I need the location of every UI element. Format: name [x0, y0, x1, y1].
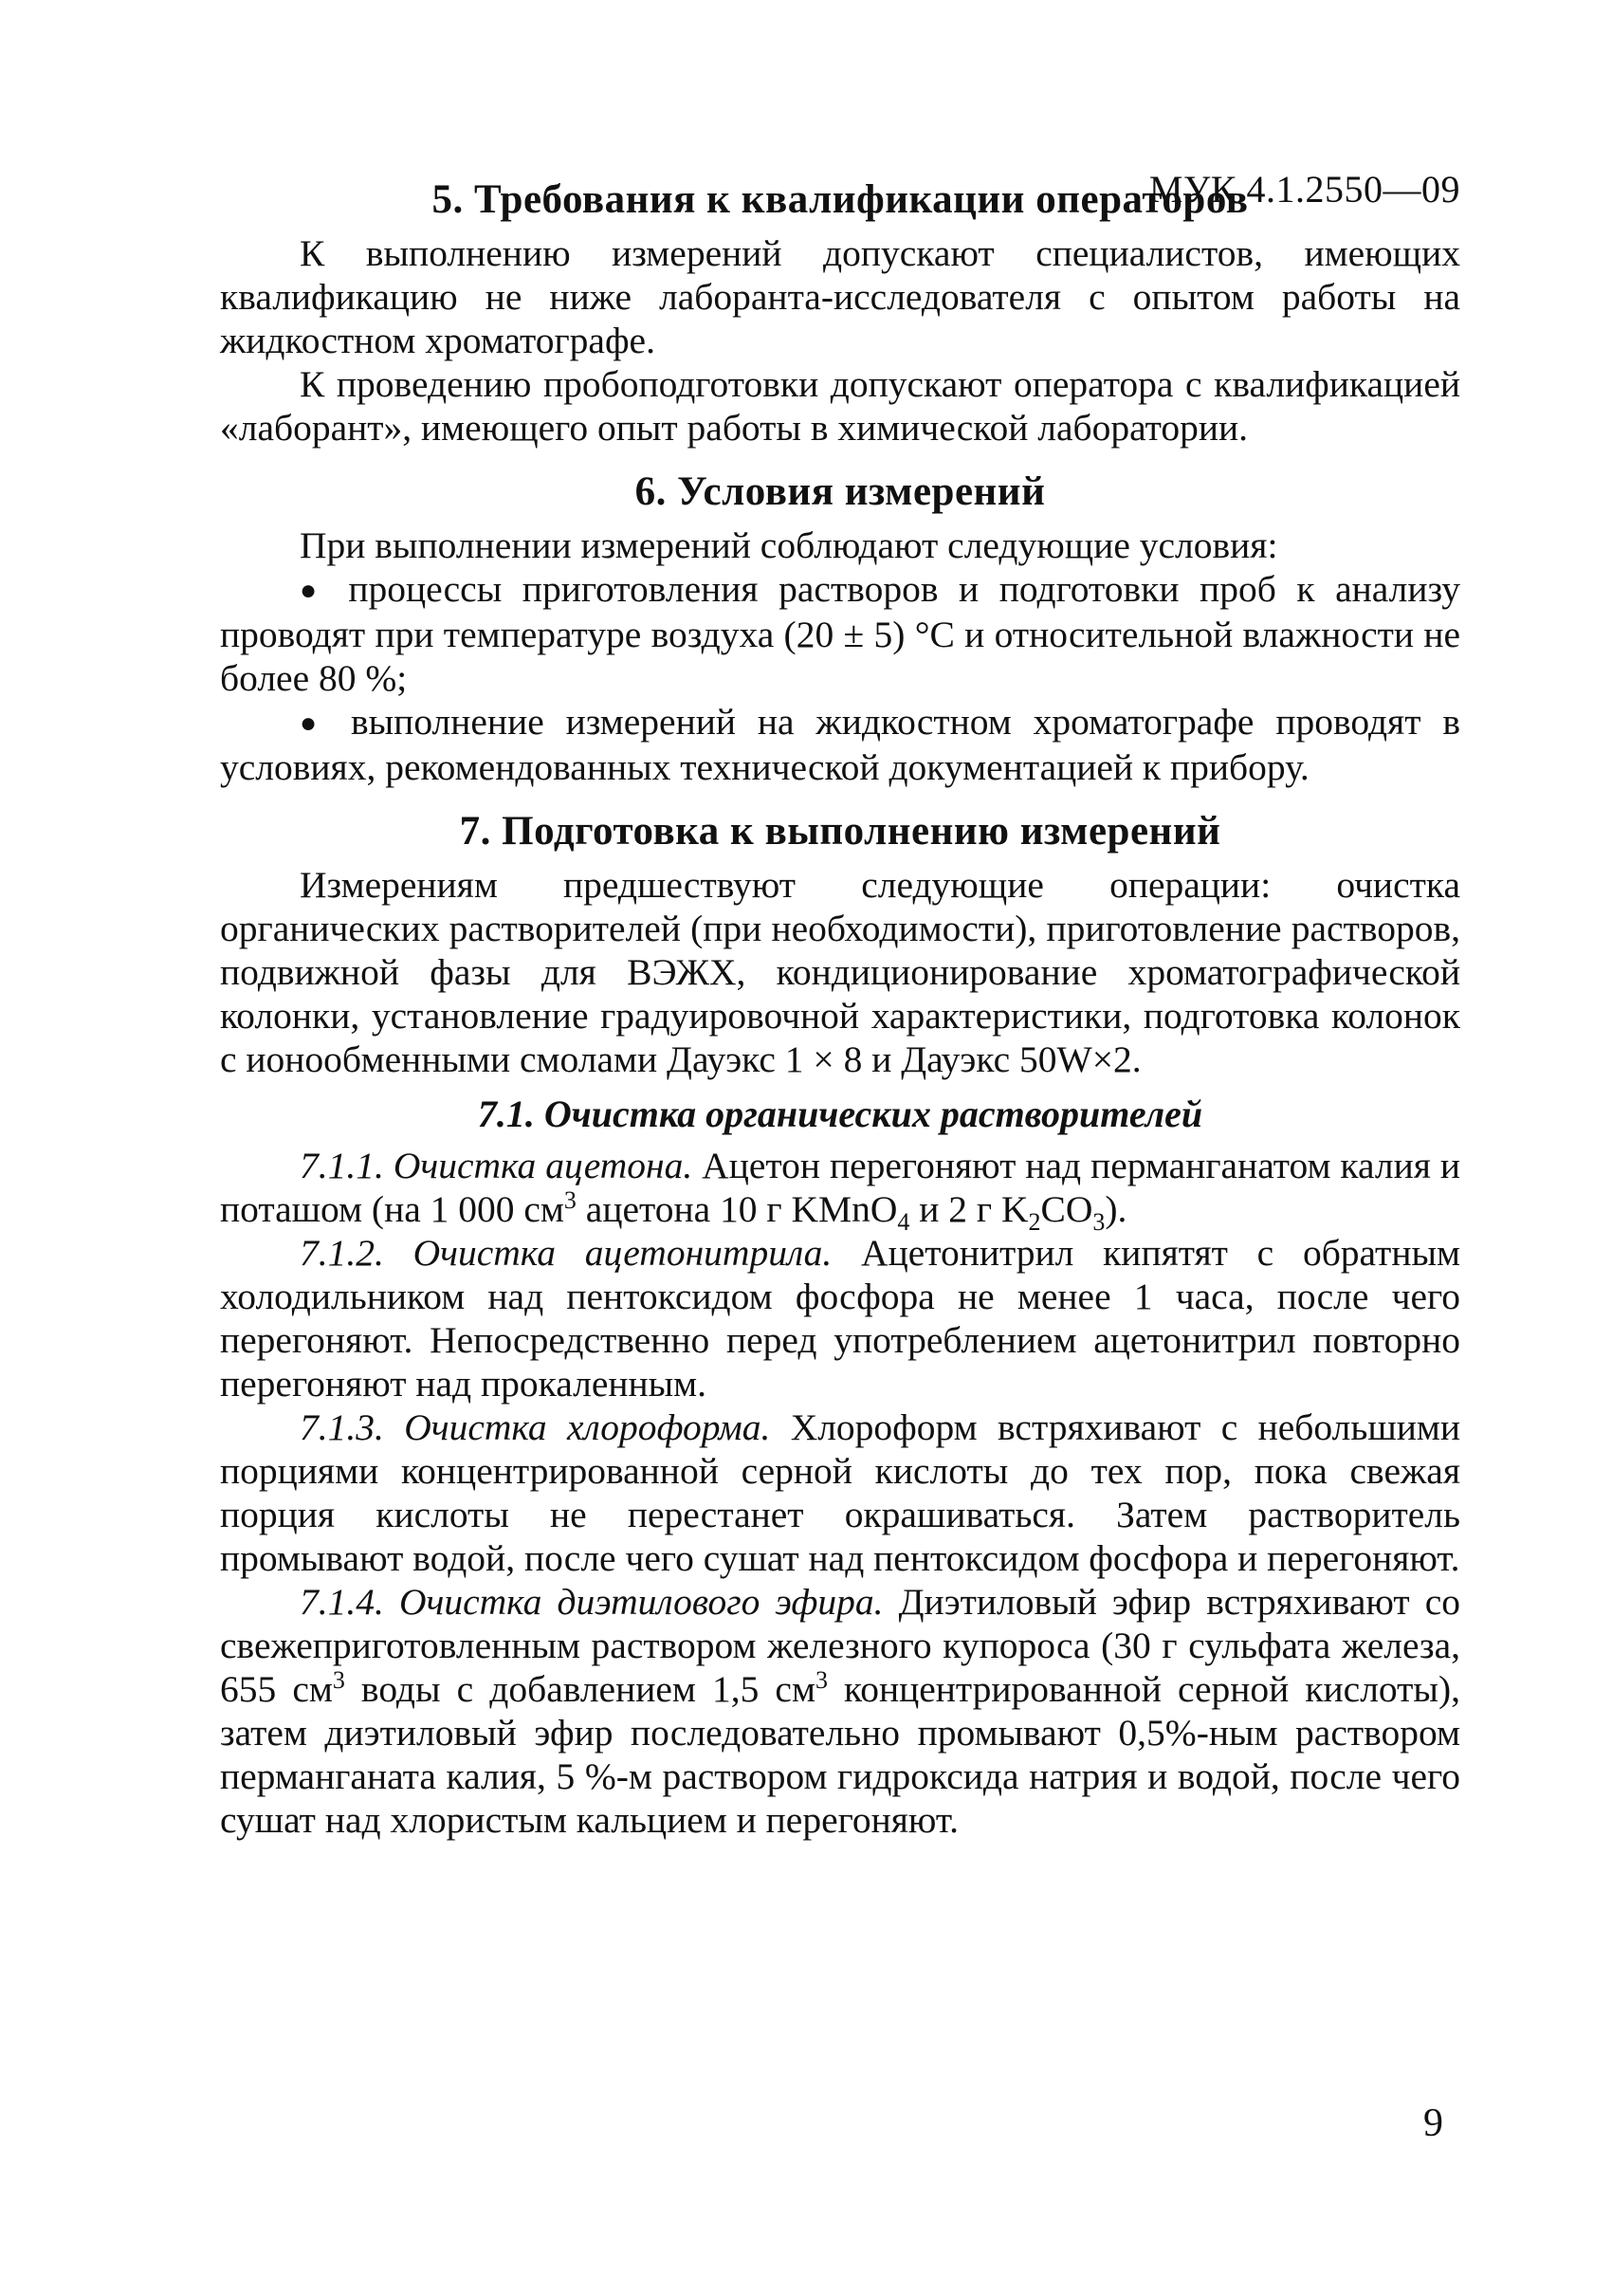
subsection-7-1-title: 7.1. Очистка органических растворителей [477, 1093, 1203, 1135]
section-5 [220, 174, 1460, 450]
item-7-1-2-heading: 7.1.2. Очистка ацетонитрила. [300, 1232, 833, 1274]
section-6 [220, 467, 1460, 789]
section-6-bullet-1 [220, 567, 1460, 700]
subscript: 3 [1092, 1207, 1106, 1236]
subscript: 2 [1028, 1207, 1041, 1236]
superscript: 3 [563, 1185, 577, 1214]
page-content [220, 167, 1460, 1842]
item-7-1-4-text: Диэтиловый эфир встряхивают со свежеприготовленным раствором железного купороса (30 г сульфата железа, 655 см [220, 1581, 1460, 1710]
item-7-1-3-text: Хлороформ встряхивают с небольшими порциями концентрированной серной кислоты до тех пор, пока свежая порция кислоты не перестанет окрашиваться. Затем растворитель промывают водой, после чего сушат над пентоксидом фосфора и перегоняют. [220, 1406, 1461, 1579]
superscript: 3 [815, 1665, 828, 1694]
bullet-icon: ● [300, 575, 328, 606]
section-7 [220, 806, 1460, 1842]
item-7-1-2 [220, 1231, 1460, 1405]
item-7-1-1-text-4: CO [1040, 1188, 1093, 1230]
section-5-paragraph-1: К выполнению измерений допускают специалистов, имеющих квалификацию не ниже лаборанта-исследователя с опытом работы на жидкостном хроматографе. [220, 232, 1460, 361]
bullet-icon: ● [300, 707, 330, 739]
item-7-1-1-heading: 7.1.1. Очистка ацетона. [300, 1145, 693, 1186]
section-6-title: 6. Условия измерений [634, 469, 1046, 514]
section-5-paragraph-2: К проведению пробоподготовки допускают оператора с квалификацией «лаборант», имеющего опыт работы в химической лаборатории. [220, 363, 1460, 449]
superscript: 3 [332, 1665, 345, 1694]
item-7-1-1 [220, 1144, 1460, 1236]
item-7-1-3-heading: 7.1.3. Очистка хлороформа. [300, 1406, 771, 1448]
item-7-1-3 [220, 1405, 1460, 1580]
item-7-1-1-text: Ацетон перегоняют над перманганатом калия и поташом (на 1 000 см [220, 1145, 1460, 1230]
section-6-intro: При выполнении измерений соблюдают следующие условия: [300, 524, 1278, 566]
item-7-1-1-text-5: ). [1105, 1188, 1127, 1230]
item-7-1-1-text-2: ацетона 10 г KMnO [576, 1188, 898, 1230]
item-7-1-1-text-3: и 2 г K [909, 1188, 1029, 1230]
bullet-1-text: процессы приготовления растворов и подготовки проб к анализу проводят при температуре воздуха (20 ± 5) °С и относительной влажности не более 80 %; [220, 568, 1461, 699]
item-7-1-2-text: Ацетонитрил кипятят с обратным холодильником над пентоксидом фосфора не менее 1 часа, после чего перегоняют. Непосредственно перед употреблением ацетонитрил повторно перегоняют над прокаленным. [220, 1232, 1460, 1405]
page-number: 9 [1423, 2102, 1443, 2145]
section-7-intro: Измерениям предшествуют следующие операции: очистка органических растворителей (при необходимости), приготовление растворов, подвижной фазы для ВЭЖХ, кондиционирование хроматографической колонки, установление градуировочной характеристики, подготовка колонок с ионообменными смолами Дауэкс 1 × 8 и Дауэкс 50W×2. [220, 864, 1460, 1080]
section-6-bullet-2 [220, 700, 1460, 789]
section-7-title: 7. Подготовка к выполнению измерений [459, 809, 1221, 854]
item-7-1-4-text-3: концентрированной серной кислоты), затем диэтиловый эфир последовательно промывают 0,5%-ным раствором перманганата калия, 5 %-м раствором гидроксида натрия и водой, после чего сушат над хлористым кальцием и перегоняют. [220, 1668, 1460, 1841]
item-7-1-4-text-2: воды с добавлением 1,5 см [344, 1668, 815, 1710]
item-7-1-4 [220, 1580, 1460, 1842]
document-code: МУК 4.1.2550—09 [1148, 168, 1460, 211]
subscript: 4 [897, 1207, 910, 1236]
bullet-2-text: выполнение измерений на жидкостном хроматографе проводят в условиях, рекомендованных технической документацией к прибору. [220, 701, 1460, 788]
item-7-1-4-heading: 7.1.4. Очистка диэтилового эфира. [300, 1581, 884, 1623]
section-5-title: 5. Требования к квалификации операторов [431, 177, 1249, 222]
